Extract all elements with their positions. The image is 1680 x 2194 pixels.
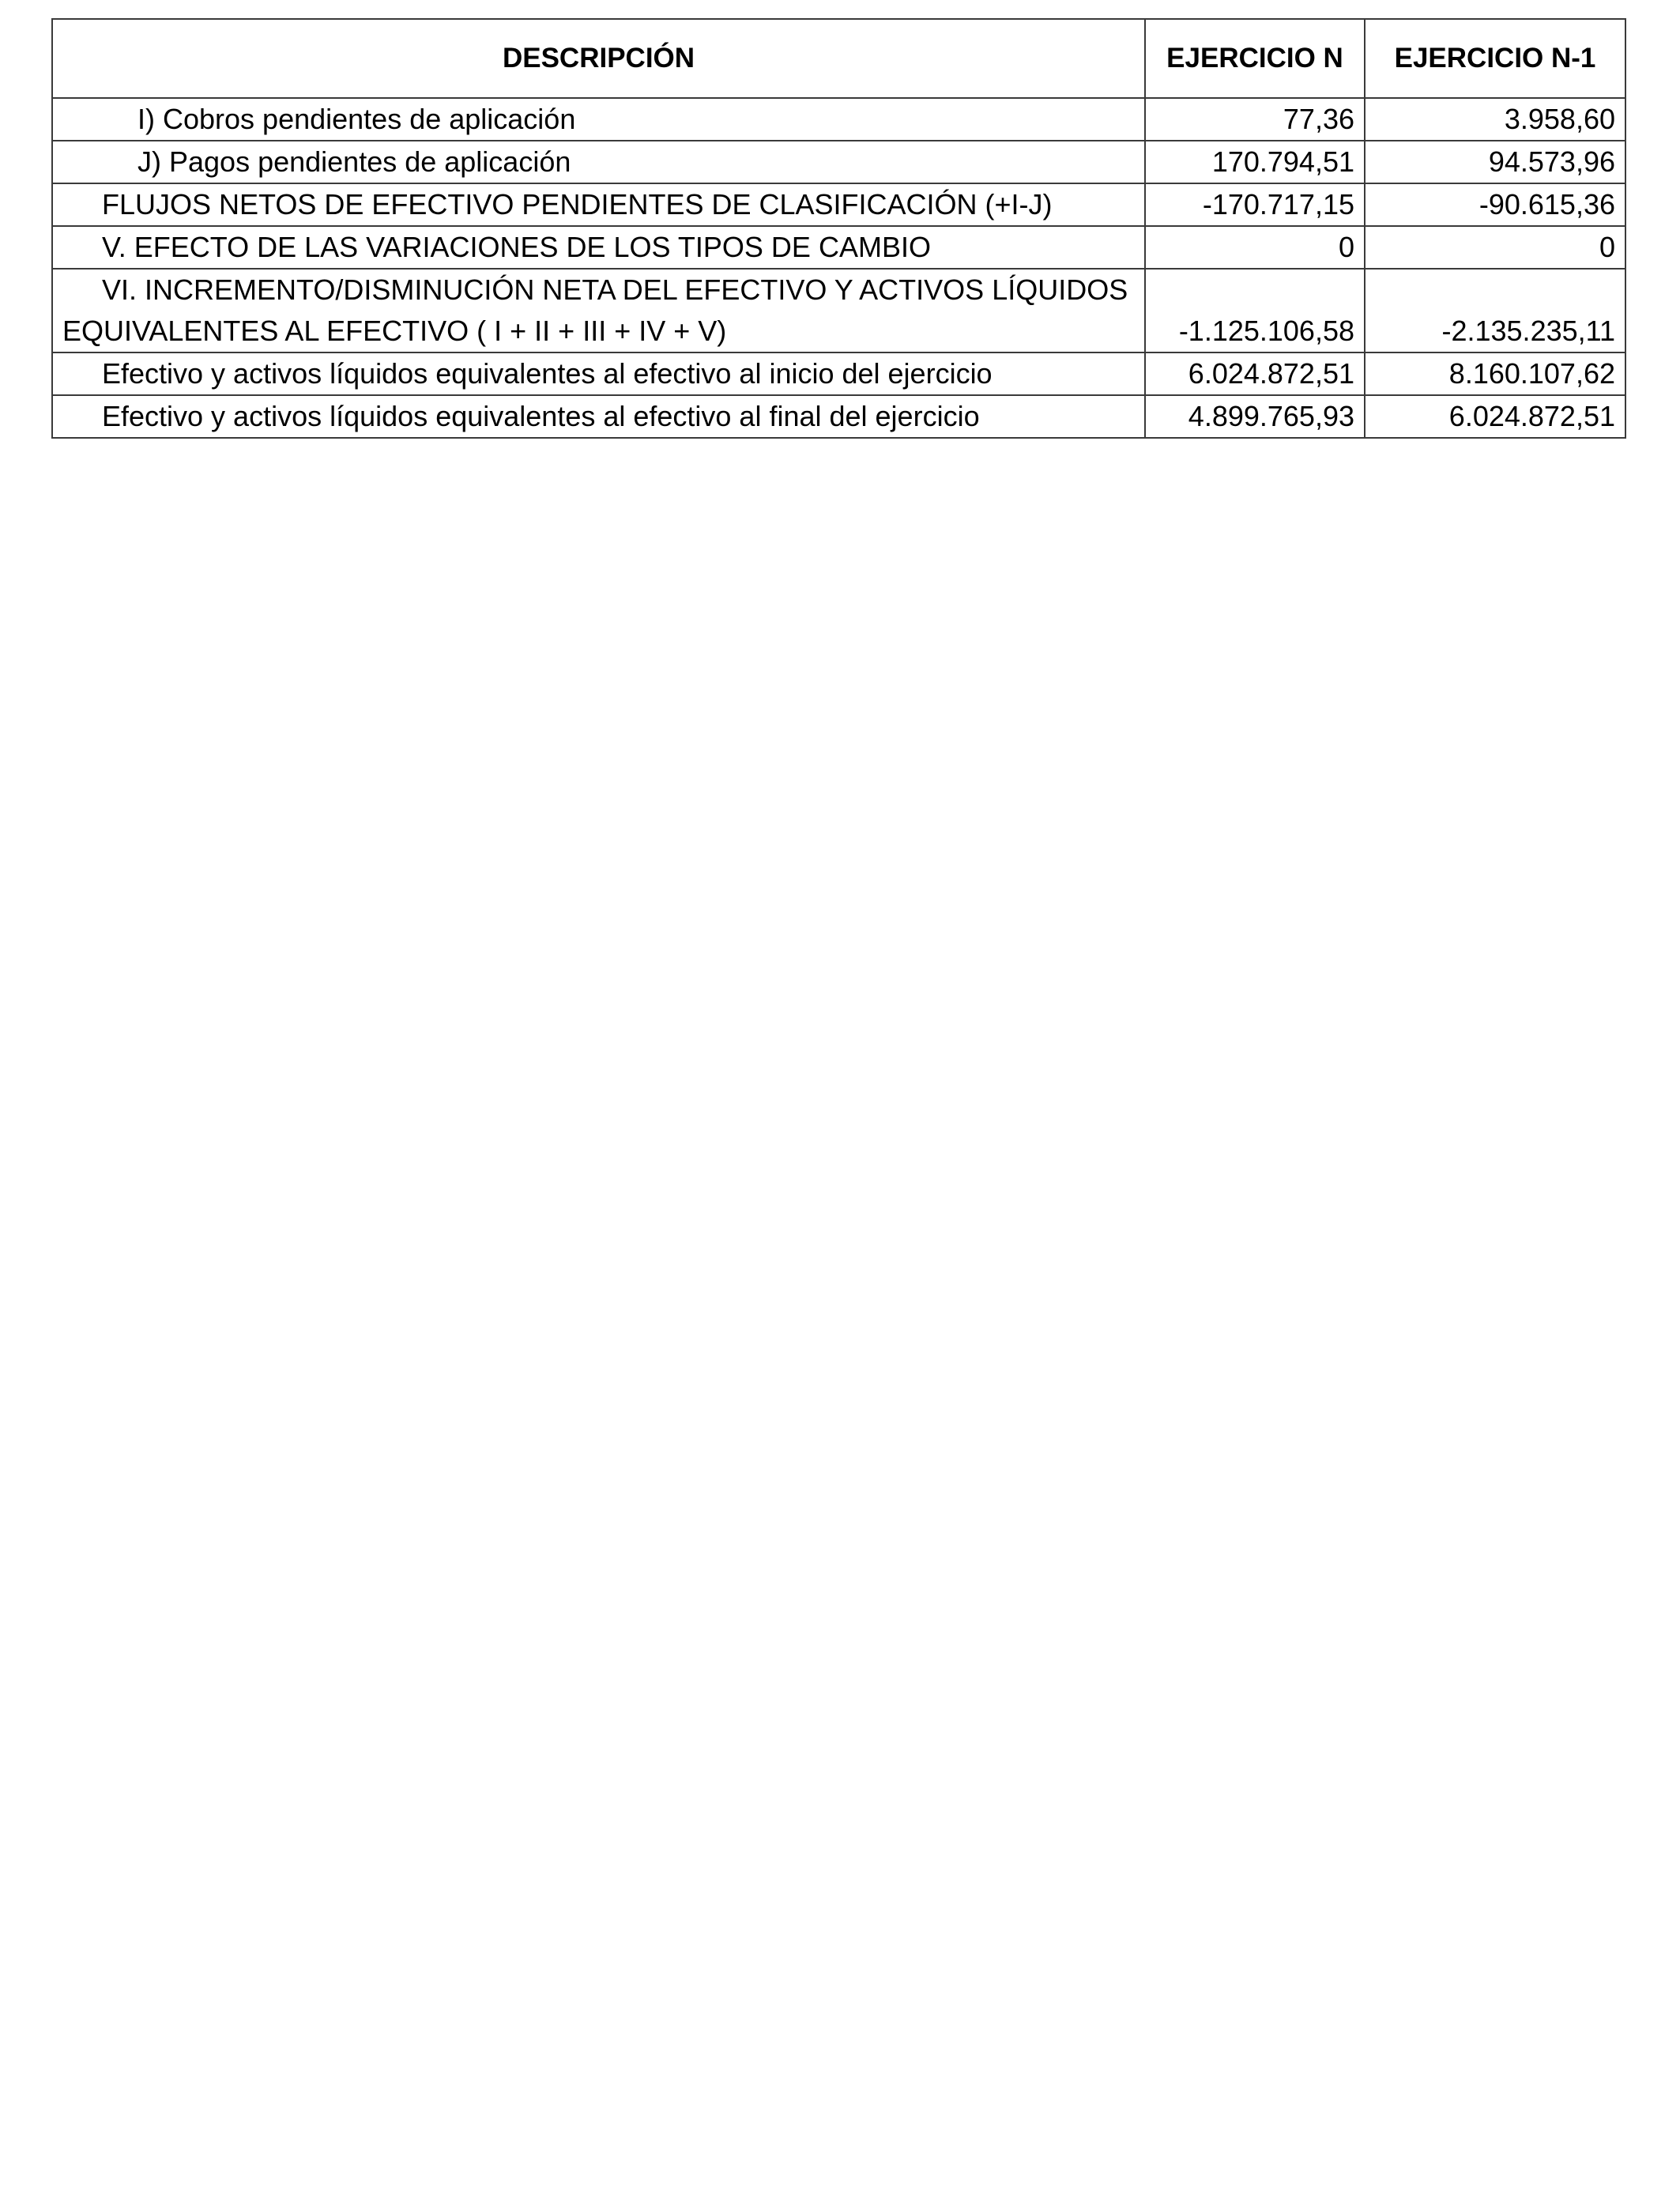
row-value-n: 6.024.872,51 bbox=[1145, 352, 1365, 395]
row-value-n1: 0 bbox=[1365, 226, 1625, 269]
row-label-line-2: EQUIVALENTES AL EFECTIVO ( I + II + III + IV + V) bbox=[62, 315, 727, 347]
row-label: I) Cobros pendientes de aplicación bbox=[52, 98, 1145, 141]
table-row bbox=[52, 269, 1625, 352]
row-value-n1: 8.160.107,62 bbox=[1365, 352, 1625, 395]
row-value-n: -1.125.106,58 bbox=[1145, 269, 1365, 352]
row-value-n1: 3.958,60 bbox=[1365, 98, 1625, 141]
row-label: FLUJOS NETOS DE EFECTIVO PENDIENTES DE CLASIFICACIÓN (+I-J) bbox=[52, 183, 1145, 226]
table-row bbox=[52, 226, 1625, 269]
header-year-n: EJERCICIO N bbox=[1145, 19, 1365, 98]
row-value-n: 0 bbox=[1145, 226, 1365, 269]
row-label: Efectivo y activos líquidos equivalentes al efectivo al final del ejercicio bbox=[52, 395, 1145, 438]
row-value-n1: 6.024.872,51 bbox=[1365, 395, 1625, 438]
row-value-n1: -90.615,36 bbox=[1365, 183, 1625, 226]
table-row bbox=[52, 395, 1625, 438]
row-label: Efectivo y activos líquidos equivalentes al efectivo al inicio del ejercicio bbox=[52, 352, 1145, 395]
row-label bbox=[52, 269, 1145, 352]
table-row bbox=[52, 352, 1625, 395]
row-value-n1: -2.135.235,11 bbox=[1365, 269, 1625, 352]
header-year-n1: EJERCICIO N-1 bbox=[1365, 19, 1625, 98]
table-row bbox=[52, 183, 1625, 226]
cash-flow-table bbox=[51, 18, 1626, 439]
row-label: V. EFECTO DE LAS VARIACIONES DE LOS TIPOS DE CAMBIO bbox=[52, 226, 1145, 269]
row-label: J) Pagos pendientes de aplicación bbox=[52, 141, 1145, 183]
table-header-row bbox=[52, 19, 1625, 98]
row-value-n1: 94.573,96 bbox=[1365, 141, 1625, 183]
row-value-n: 170.794,51 bbox=[1145, 141, 1365, 183]
row-value-n: 4.899.765,93 bbox=[1145, 395, 1365, 438]
row-value-n: 77,36 bbox=[1145, 98, 1365, 141]
table-row bbox=[52, 141, 1625, 183]
row-value-n: -170.717,15 bbox=[1145, 183, 1365, 226]
row-label-line-1: VI. INCREMENTO/DISMINUCIÓN NETA DEL EFECTIVO Y ACTIVOS LÍQUIDOS bbox=[102, 273, 1128, 306]
header-description: DESCRIPCIÓN bbox=[52, 19, 1145, 98]
table-row bbox=[52, 98, 1625, 141]
